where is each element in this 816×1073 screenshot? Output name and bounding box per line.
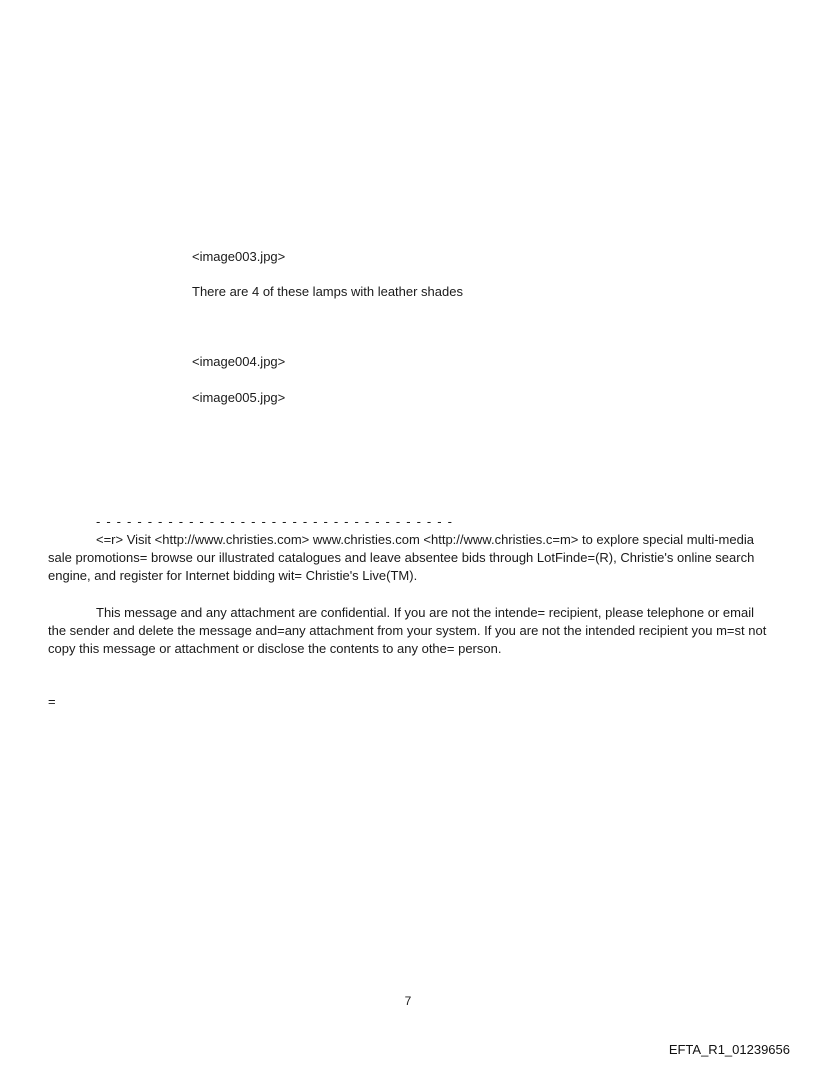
attachment-placeholder-image004: <image004.jpg> [192,354,286,369]
image-caption: There are 4 of these lamps with leather shades [192,284,463,299]
trailing-equals: = [48,694,56,709]
signature-separator: - - - - - - - - - - - - - - - - - - - - - - - - - - - - - - - - - - - [96,514,454,529]
bates-number: EFTA_R1_01239656 [668,1042,790,1057]
attachment-placeholder-image005: <image005.jpg> [192,390,286,405]
attachment-placeholder-image003: <image003.jpg> [192,249,286,264]
page-number: 7 [404,994,412,1008]
confidentiality-notice: This message and any attachment are confidential. If you are not the intende= recipient, please telephone or email the sender and delete the message and=any attachment from your system. If you are not the intended recipient you m=st not copy this message or attachment or disclose the contents to any othe= person. [48,605,767,656]
promo-paragraph: <=r> Visit <http://www.christies.com> www.christies.com <http://www.christies.c=m> to explore special multi-media sale promotions= browse our illustrated catalogues and leave absentee bids through LotFinde=(R), Christie's online search engine, and register for Internet bidding wit= Christie's Live(TM). [48,532,755,583]
